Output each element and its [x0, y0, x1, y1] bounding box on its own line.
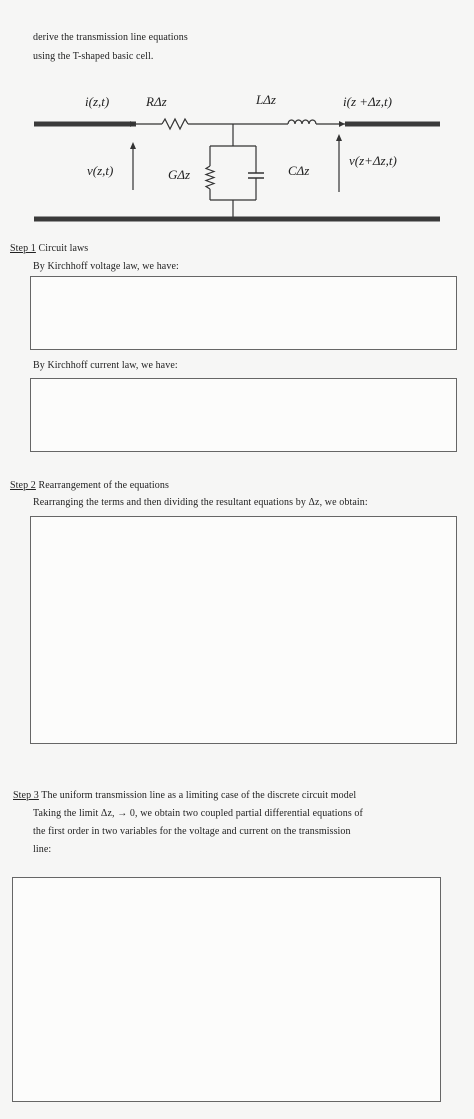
- t-cell-circuit-diagram: [0, 0, 474, 240]
- kvl-answer-box[interactable]: [30, 276, 457, 350]
- label-v-left: v(z,t): [87, 163, 114, 178]
- step3-line-2: the first order in two variables for the voltage and current on the transmission: [33, 826, 351, 837]
- step3-line-3: line:: [33, 844, 52, 855]
- label-i-right: i(z +Δz,t): [343, 94, 392, 109]
- label-g: GΔz: [168, 167, 191, 182]
- intro-line-1: derive the transmission line equations: [33, 32, 188, 43]
- kcl-answer-box[interactable]: [30, 378, 457, 452]
- resistor-r: [162, 119, 188, 129]
- conductance-g: [206, 166, 214, 189]
- voltage-arrow-left: [130, 142, 136, 149]
- step3-heading: Step 3 The uniform transmission line as a limiting case of the discrete circuit model: [13, 790, 357, 801]
- label-i-left: i(z,t): [85, 94, 110, 109]
- step1-kvl-text: By Kirchhoff voltage law, we have:: [33, 261, 179, 272]
- step2-answer-box[interactable]: [30, 516, 457, 744]
- label-r: RΔz: [146, 94, 167, 109]
- inductor-l: [288, 120, 316, 124]
- current-arrow-right: [339, 121, 345, 127]
- label-v-right: v(z+Δz,t): [349, 153, 397, 168]
- step3-line-1: Taking the limit Δz, → 0, we obtain two coupled partial differential equations of: [33, 808, 363, 819]
- step2-heading: Step 2 Rearrangement of the equations: [10, 480, 169, 491]
- step1-kcl-text: By Kirchhoff current law, we have:: [33, 360, 178, 371]
- step3-answer-box[interactable]: [12, 877, 441, 1102]
- label-c: CΔz: [288, 163, 310, 178]
- label-l: LΔz: [256, 92, 276, 107]
- intro-line-2: using the T-shaped basic cell.: [33, 51, 154, 62]
- voltage-arrow-right: [336, 134, 342, 141]
- step2-text: Rearranging the terms and then dividing the resultant equations by Δz, we obtain:: [33, 497, 368, 508]
- step1-heading: Step 1 Circuit laws: [10, 243, 89, 254]
